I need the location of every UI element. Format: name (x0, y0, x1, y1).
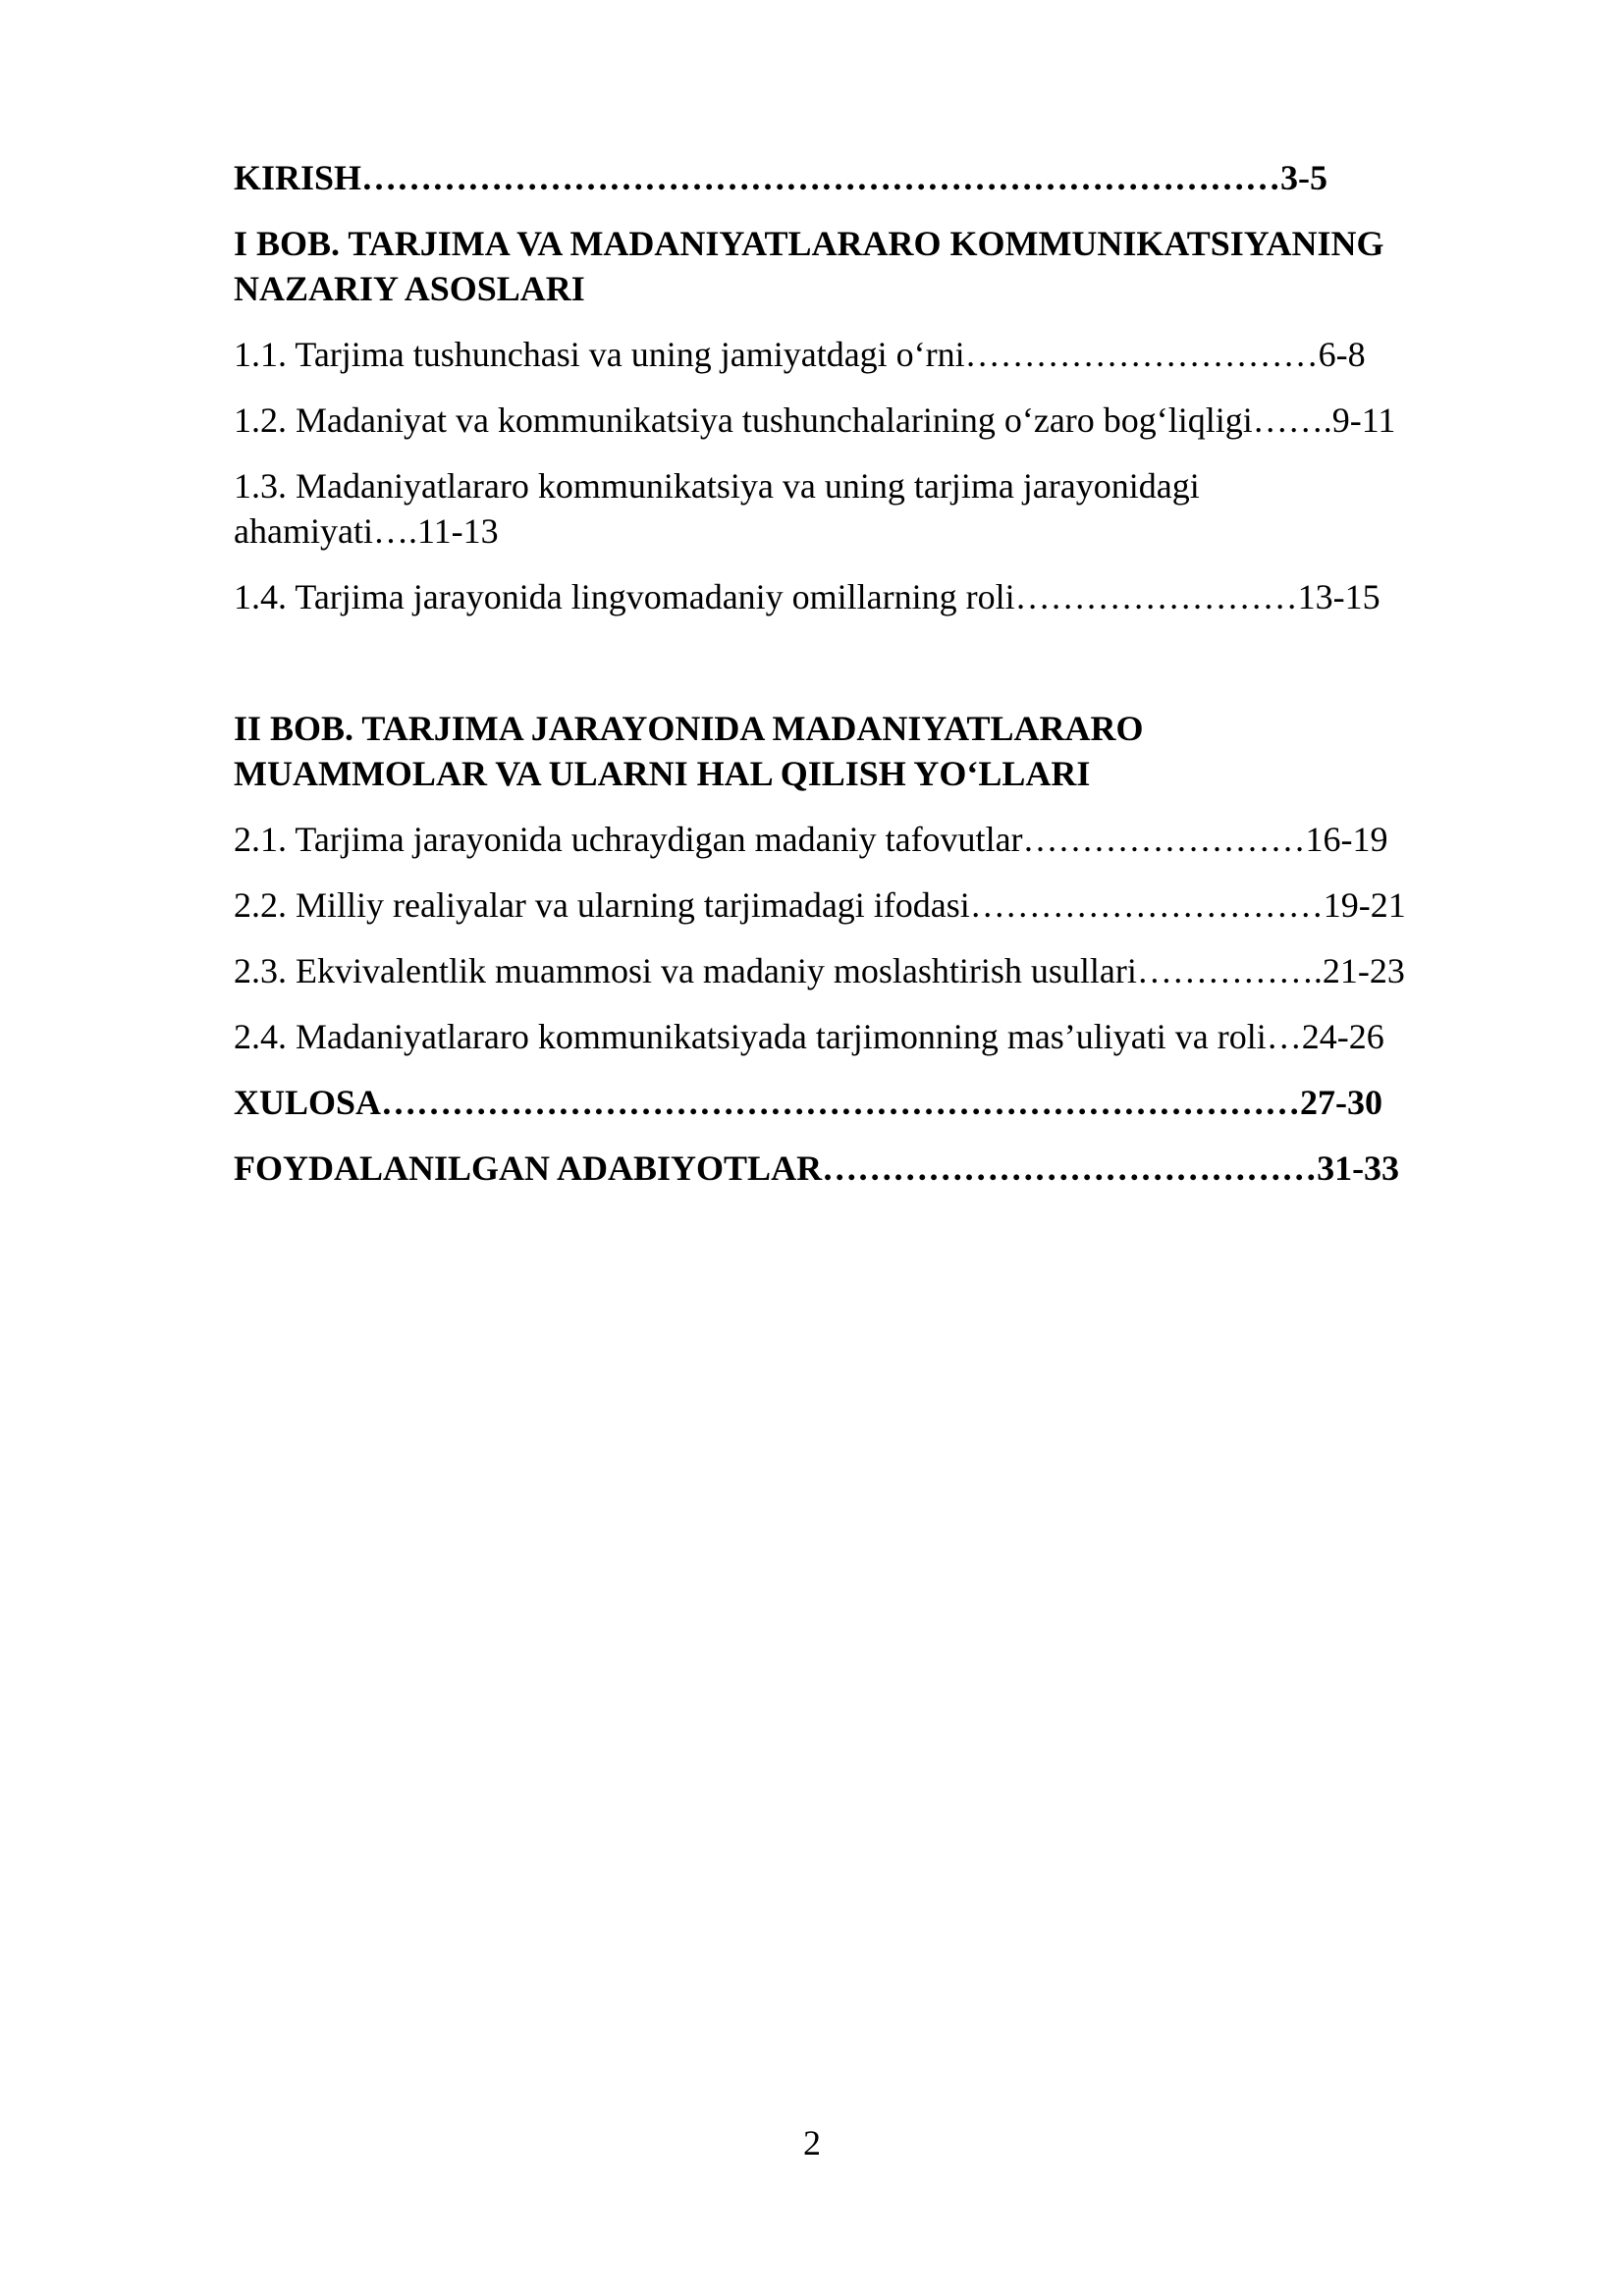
chapter-2-title-line-1: II BOB. TARJIMA JARAYONIDA MADANIYATLARARO (234, 709, 1144, 748)
chapter-2-heading (234, 706, 1520, 796)
toc-entry-2-1: 2.1. Tarjima jarayonida uchraydigan madaniy tafovutlar……………………16-19 (234, 820, 1388, 859)
toc-entry-adabiyotlar: FOYDALANILGAN ADABIYOTLAR……………………………………31-33 (234, 1148, 1400, 1188)
chapter-1-title-line-1: I BOB. TARJIMA VA MADANIYATLARARO KOMMUNIKATSIYANING (234, 224, 1384, 263)
toc-entry-1-2: 1.2. Madaniyat va kommunikatsiya tushunchalarining o‘zaro bog‘liqligi…….9-11 (234, 400, 1396, 440)
toc-entry-2-2: 2.2. Milliy realiyalar va ularning tarjimadagi ifodasi…………………………19-21 (234, 885, 1406, 925)
toc-entry-1-3-line-1: 1.3. Madaniyatlararo kommunikatsiya va uning tarjima jarayonidagi (234, 466, 1200, 506)
toc-entry-1-3-line-2: ahamiyati….11-13 (234, 511, 499, 551)
toc-entry-xulosa: XULOSA……………………………………………………………………27-30 (234, 1083, 1383, 1122)
chapter-1-heading (234, 221, 1520, 311)
chapter-1-title-line-2: NAZARIY ASOSLARI (234, 269, 585, 308)
table-of-contents (234, 155, 1520, 1191)
toc-entry-1-4: 1.4. Tarjima jarayonida lingvomadaniy omillarning roli……………………13-15 (234, 577, 1380, 616)
chapter-2-title-line-2: MUAMMOLAR VA ULARNI HAL QILISH YO‘LLARI (234, 754, 1091, 793)
toc-entry-2-4: 2.4. Madaniyatlararo kommunikatsiyada tarjimonning mas’uliyati va roli…24-26 (234, 1017, 1384, 1056)
page-number: 2 (803, 2123, 821, 2163)
toc-entry-kirish: KIRISH……………………………………………………………………3-5 (234, 158, 1328, 197)
toc-entry-2-3: 2.3. Ekvivalentlik muammosi va madaniy moslashtirish usullari…………….21-23 (234, 951, 1405, 990)
toc-entry-1-1: 1.1. Tarjima tushunchasi va uning jamiyatdagi o‘rni…………………………6-8 (234, 335, 1366, 374)
